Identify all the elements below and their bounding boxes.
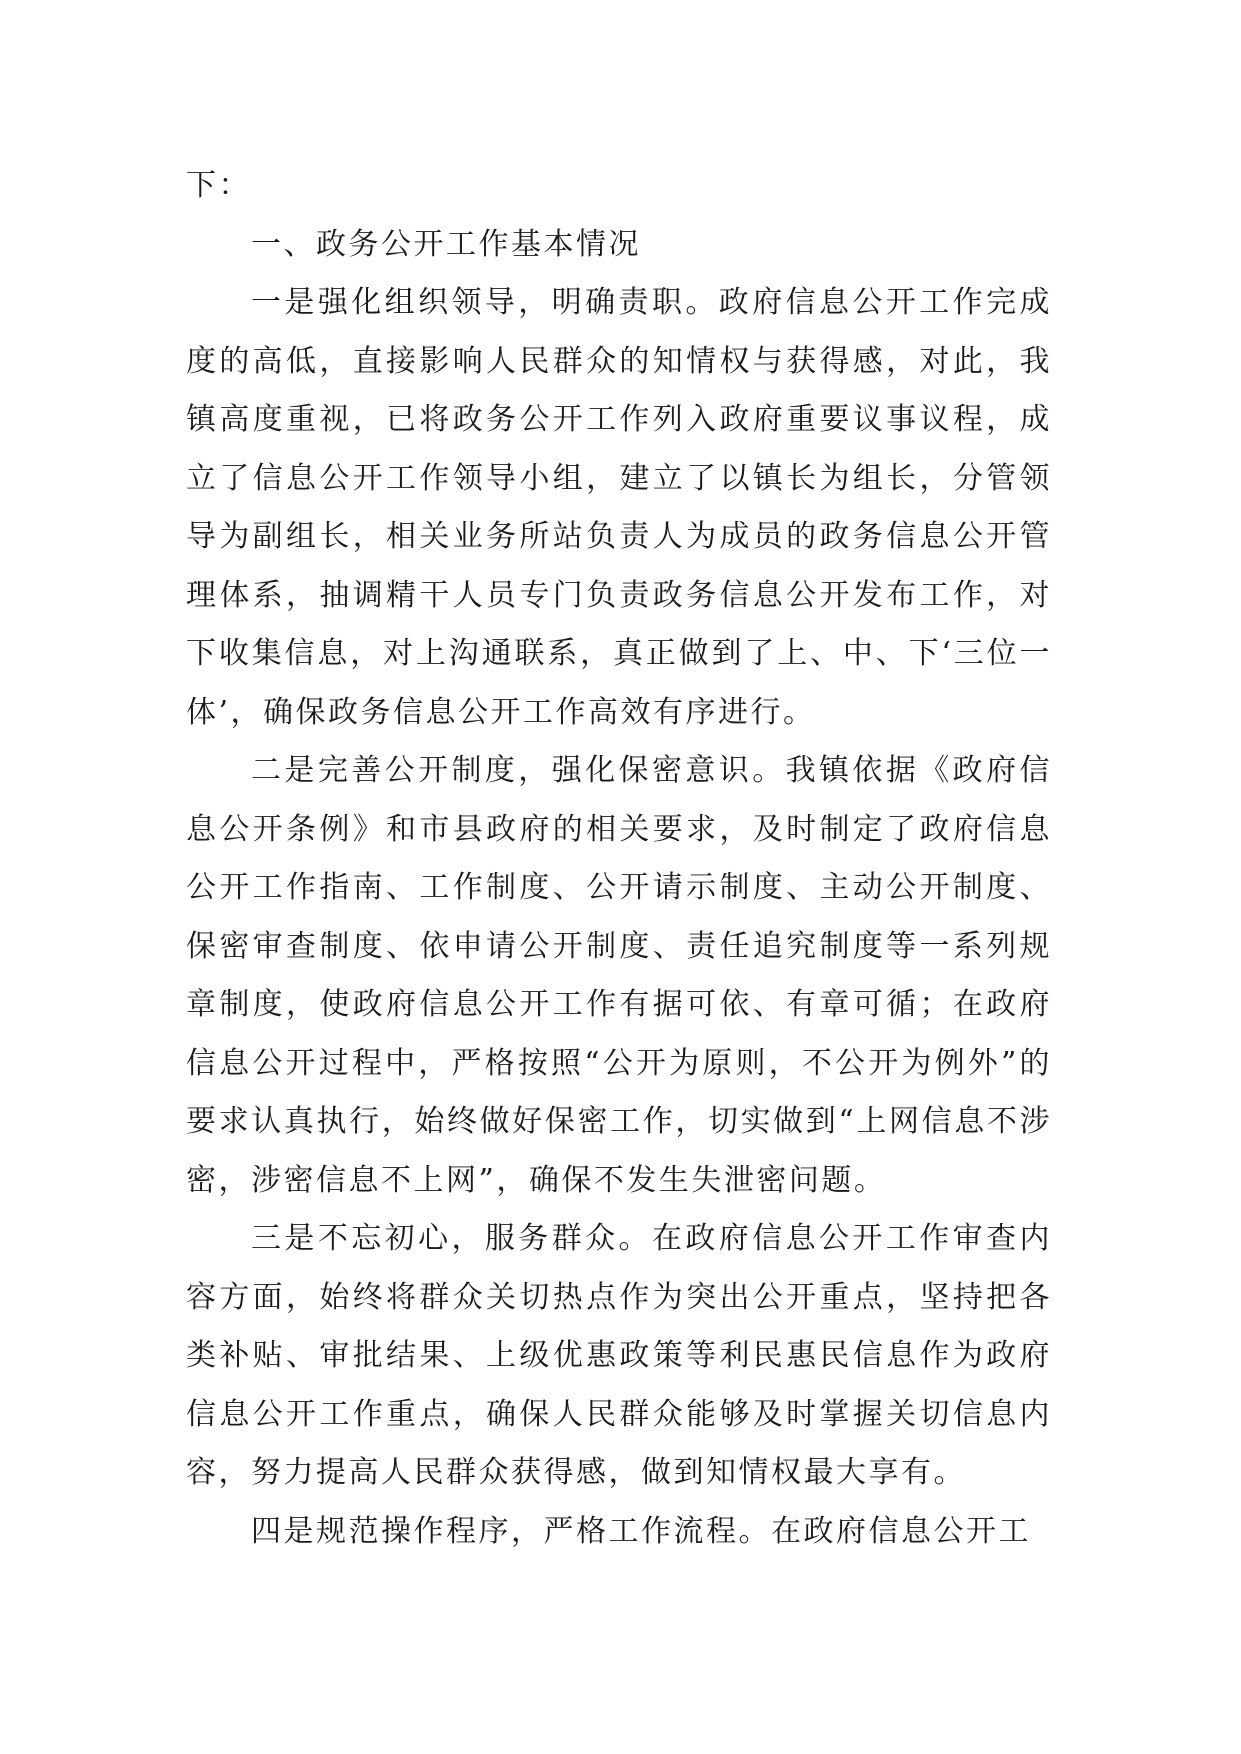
paragraph-operating-procedure: 四是规范操作程序，严格工作流程。在政府信息公开工 bbox=[251, 1513, 1031, 1549]
paragraph-disclosure-system: 二是完善公开制度，强化保密意识。我镇依据《政府信息公开条例》和市县政府的相关要求，及时制定了政府信息公开工作指南、工作制度、公开请示制度、主动公开制度、保密审查制度、依申请公开制度、责任追究制度等一系列规章制度，使政府信息公开工作有据可依、有章可循；在政府信息公开过程中，严格按照“公开为原则，不公开为例外”的要求认真执行，始终做好保密工作，切实做到“上网信息不涉密，涉密信息不上网”，确保不发生失泄密问题。 bbox=[186, 753, 1052, 1198]
section-heading: 一、政务公开工作基本情况 bbox=[251, 226, 641, 262]
document-body bbox=[186, 157, 1052, 1561]
paragraph-organization-leadership: 一是强化组织领导，明确责职。政府信息公开工作完成度的高低，直接影响人民群众的知情权与获得感，对此，我镇高度重视，已将政务公开工作列入政府重要议事议程，成立了信息公开工作领导小组，建立了以镇长为组长，分管领导为副组长，相关业务所站负责人为成员的政务信息公开管理体系，抽调精干人员专门负责政务信息公开发布工作，对下收集信息，对上沟通联系，真正做到了上、中、下‘三位一体’，确保政务信息公开工作高效有序进行。 bbox=[186, 285, 1052, 730]
paragraph-continuation: 下： bbox=[186, 168, 251, 203]
paragraph-serve-masses: 三是不忘初心，服务群众。在政府信息公开工作审查内容方面，始终将群众关切热点作为突出公开重点，坚持把各类补贴、审批结果、上级优惠政策等利民惠民信息作为政府信息公开工作重点，确保人民群众能够及时掌握关切信息内容，努力提高人民群众获得感，做到知情权最大享有。 bbox=[186, 1221, 1052, 1490]
